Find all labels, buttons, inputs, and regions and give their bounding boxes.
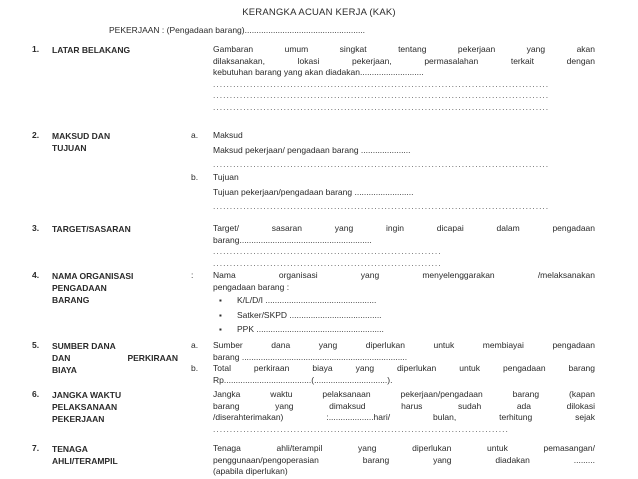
- body-line: Jangka waktu pelaksanaan pekerjaan/pengadaan barang (kapan: [213, 389, 595, 399]
- section-heading: TARGET/SASARAN: [52, 224, 131, 234]
- dotted-line: ....................................................................................................: [213, 159, 550, 169]
- heading-line: DAN PERKIRAAN: [52, 353, 178, 363]
- body-line: barang........................................................: [213, 234, 372, 245]
- body-line: Total perkiraan biaya yang diperlukan untuk pengadaan barang: [213, 363, 595, 373]
- body-line: barang yang dimaksud harus sudah ada dilokasi: [213, 400, 595, 411]
- section-heading: LATAR BELAKANG: [52, 45, 131, 55]
- section-number: 3.: [32, 223, 40, 233]
- section-number: 6.: [32, 389, 40, 399]
- heading-line: PELAKSANAAN: [52, 402, 118, 412]
- body-line: Maksud pekerjaan/ pengadaan barang .....................: [213, 144, 411, 155]
- heading-line: PEKERJAAN: [52, 414, 105, 424]
- section-body: [213, 389, 595, 435]
- dotted-line: ....................................................................: [213, 257, 442, 268]
- item-label-a: a.: [191, 340, 199, 350]
- section-heading: [52, 340, 178, 376]
- body-line: Nama organisasi yang menyelenggarakan /melaksanakan: [213, 270, 595, 280]
- heading-line: TENAGA: [52, 444, 88, 454]
- list-item: [219, 295, 595, 307]
- heading-line: SUMBER DANA: [52, 341, 116, 351]
- section-body-a: [213, 340, 595, 363]
- list-item-text: PPK ......................................................: [237, 324, 384, 334]
- dotted-line: ........................................................................................: [213, 423, 509, 434]
- dotted-line: ....................................................................................................: [213, 90, 550, 100]
- heading-line: JANGKA WAKTU: [52, 390, 122, 400]
- section-number: 5.: [32, 340, 40, 350]
- body-line: /diserahterimakan) :...................hari/ bulan, terhitung sejak: [213, 412, 595, 422]
- body-line: Target/ sasaran yang ingin dicapai dalam pengadaan: [213, 223, 595, 233]
- section-heading: [52, 130, 110, 154]
- heading-line: MAKSUD DAN: [52, 131, 111, 141]
- body-line: barang ......................................................................: [213, 351, 408, 362]
- section-body: [213, 223, 595, 269]
- body-line: Gambaran umum singkat tentang pekerjaan yang akan: [213, 44, 595, 54]
- body-line: Sumber dana yang diperlukan untuk membiayai pengadaan: [213, 340, 595, 350]
- section-heading: [52, 270, 133, 306]
- sub-title: Tujuan: [213, 172, 239, 182]
- dotted-line: ....................................................................................................: [213, 201, 550, 211]
- body-line: Tenaga ahli/terampil yang diperlukan untuk pemasangan/: [213, 443, 595, 453]
- heading-line: PENGADAAN: [52, 283, 107, 293]
- dotted-line: ....................................................................................................: [213, 78, 550, 89]
- section-heading: [52, 389, 121, 425]
- item-label-b: b.: [191, 363, 199, 373]
- body-line: kebutuhan barang yang akan diadakan...........................: [213, 67, 424, 77]
- section-body: [213, 44, 595, 113]
- item-label-b: b.: [191, 172, 199, 182]
- list-item: [219, 324, 595, 336]
- body-line: pengadaan barang :: [213, 281, 290, 292]
- section-body-b: [213, 363, 595, 386]
- dotted-line: ....................................................................................................: [213, 101, 550, 112]
- body-line: Rp.....................................(...............................).: [213, 374, 393, 385]
- heading-line: BIAYA: [52, 365, 77, 375]
- heading-line: AHLI/TERAMPIL: [52, 456, 118, 466]
- list-item-text: K/L/D/I ...............................................: [237, 295, 377, 305]
- section-heading: [52, 443, 118, 467]
- document-subtitle: PEKERJAAN : (Pengadaan barang)...................................................: [109, 25, 366, 35]
- section-body: [213, 443, 595, 478]
- section-number: 1.: [32, 44, 40, 54]
- section-body: [213, 270, 595, 339]
- list-item: [219, 310, 595, 322]
- body-line: (apabila diperlukan): [213, 466, 288, 476]
- section-body-b: [213, 172, 595, 213]
- heading-line: TUJUAN: [52, 143, 87, 153]
- sub-title: Maksud: [213, 130, 243, 140]
- dotted-line: ....................................................................: [213, 246, 442, 256]
- section-number: 2.: [32, 130, 40, 140]
- document-title: KERANGKA ACUAN KERJA (KAK): [242, 7, 396, 18]
- section-number: 4.: [32, 270, 40, 280]
- bullet-list: [213, 295, 595, 336]
- section-body-a: [213, 130, 595, 171]
- body-line: penggunaan/pengoperasian barang yang diadakan .........: [213, 454, 595, 465]
- body-line: dilaksanakan, lokasi pekerjaan, permasalahan terkait dengan: [213, 55, 595, 66]
- item-label-a: a.: [191, 130, 199, 140]
- heading-line: NAMA ORGANISASI: [52, 271, 134, 281]
- colon: :: [191, 270, 194, 280]
- list-item-text: Satker/SKPD .......................................: [237, 309, 382, 320]
- heading-line: BARANG: [52, 295, 90, 305]
- body-line: Tujuan pekerjaan/pengadaan barang .........................: [213, 186, 414, 197]
- section-number: 7.: [32, 443, 40, 453]
